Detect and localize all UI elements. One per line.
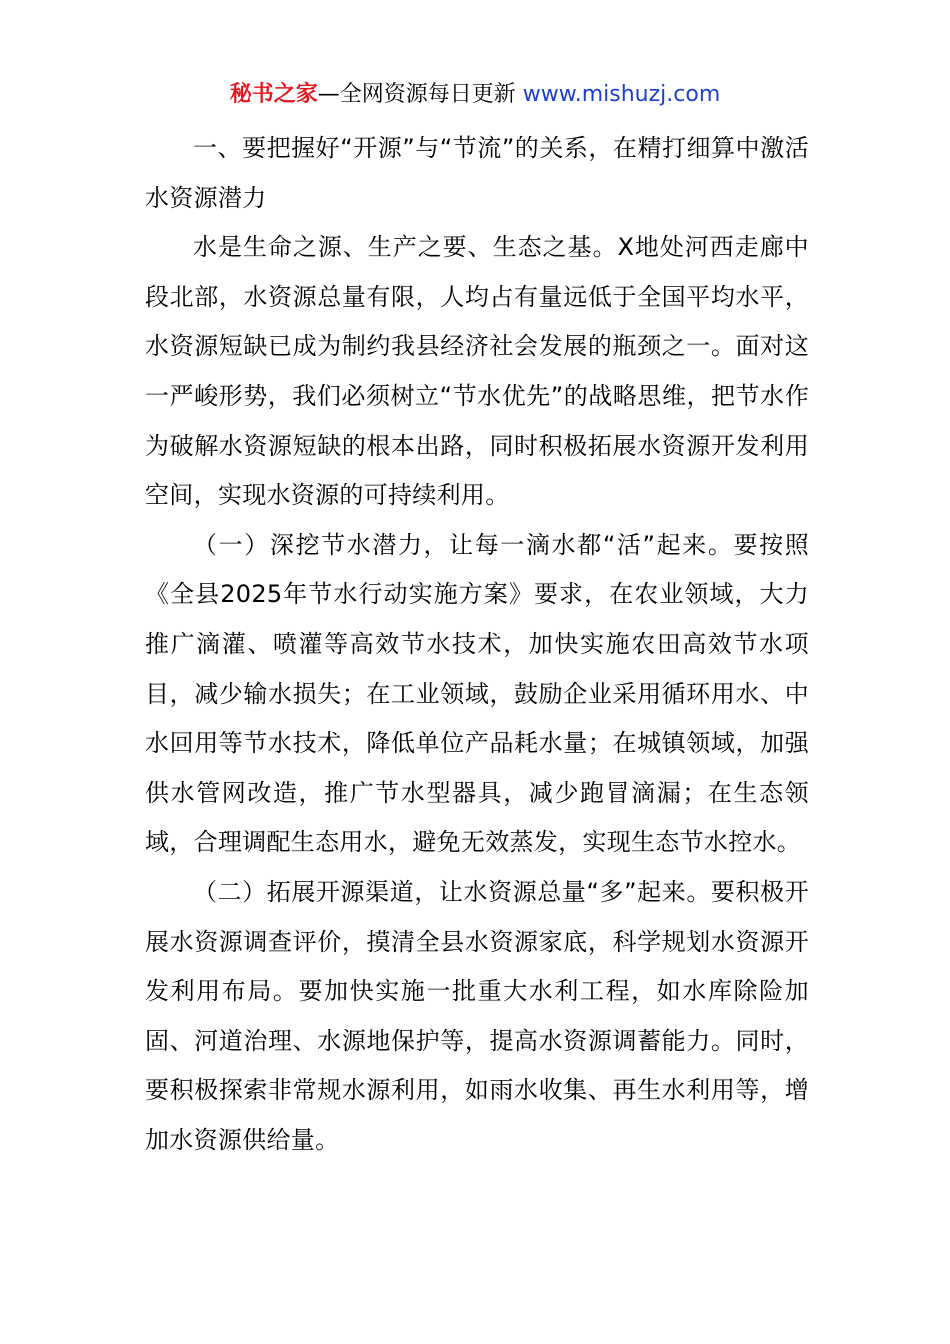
site-header xyxy=(0,80,950,110)
section-heading: 一、要把握好“开源”与“节流”的关系，在精打细算中激活水资源潜力 xyxy=(145,134,809,212)
site-url-link[interactable]: www.mishuzj.com xyxy=(522,82,721,107)
document-body xyxy=(145,124,809,1165)
paragraph-intro: 水是生命之源、生产之要、生态之基。X地处河西走廊中段北部，水资源总量有限，人均占有量远低于全国平均水平，水资源短缺已成为制约我县经济社会发展的瓶颈之一。面对这一严峻形势，我们必须树立“节水优先”的战略思维，把节水作为破解水资源短缺的根本出路，同时积极拓展水资源开发利用空间，实现水资源的可持续利用。 xyxy=(145,233,809,510)
site-tagline: —全网资源每日更新 xyxy=(317,82,516,107)
paragraph-water-saving: （一）深挖节水潜力，让每一滴水都“活”起来。要按照《全县2025年节水行动实施方案》要求，在农业领域，大力推广滴灌、喷灌等高效节水技术，加快实施农田高效节水项目，减少输水损失；在工业领域，鼓励企业采用循环用水、中水回用等节水技术，降低单位产品耗水量；在城镇领域，加强供水管网改造，推广节水型器具，减少跑冒滴漏；在生态领域，合理调配生态用水，避免无效蒸发，实现生态节水控水。 xyxy=(145,530,809,857)
site-brand: 秘书之家 xyxy=(229,82,318,107)
paragraph-source-expansion: （二）拓展开源渠道，让水资源总量“多”起来。要积极开展水资源调查评价，摸清全县水资源家底，科学规划水资源开发利用布局。要加快实施一批重大水利工程，如水库除险加固、河道治理、水源地保护等，提高水资源调蓄能力。同时，要积极探索非常规水源利用，如雨水收集、再生水利用等，增加水资源供给量。 xyxy=(145,877,809,1154)
